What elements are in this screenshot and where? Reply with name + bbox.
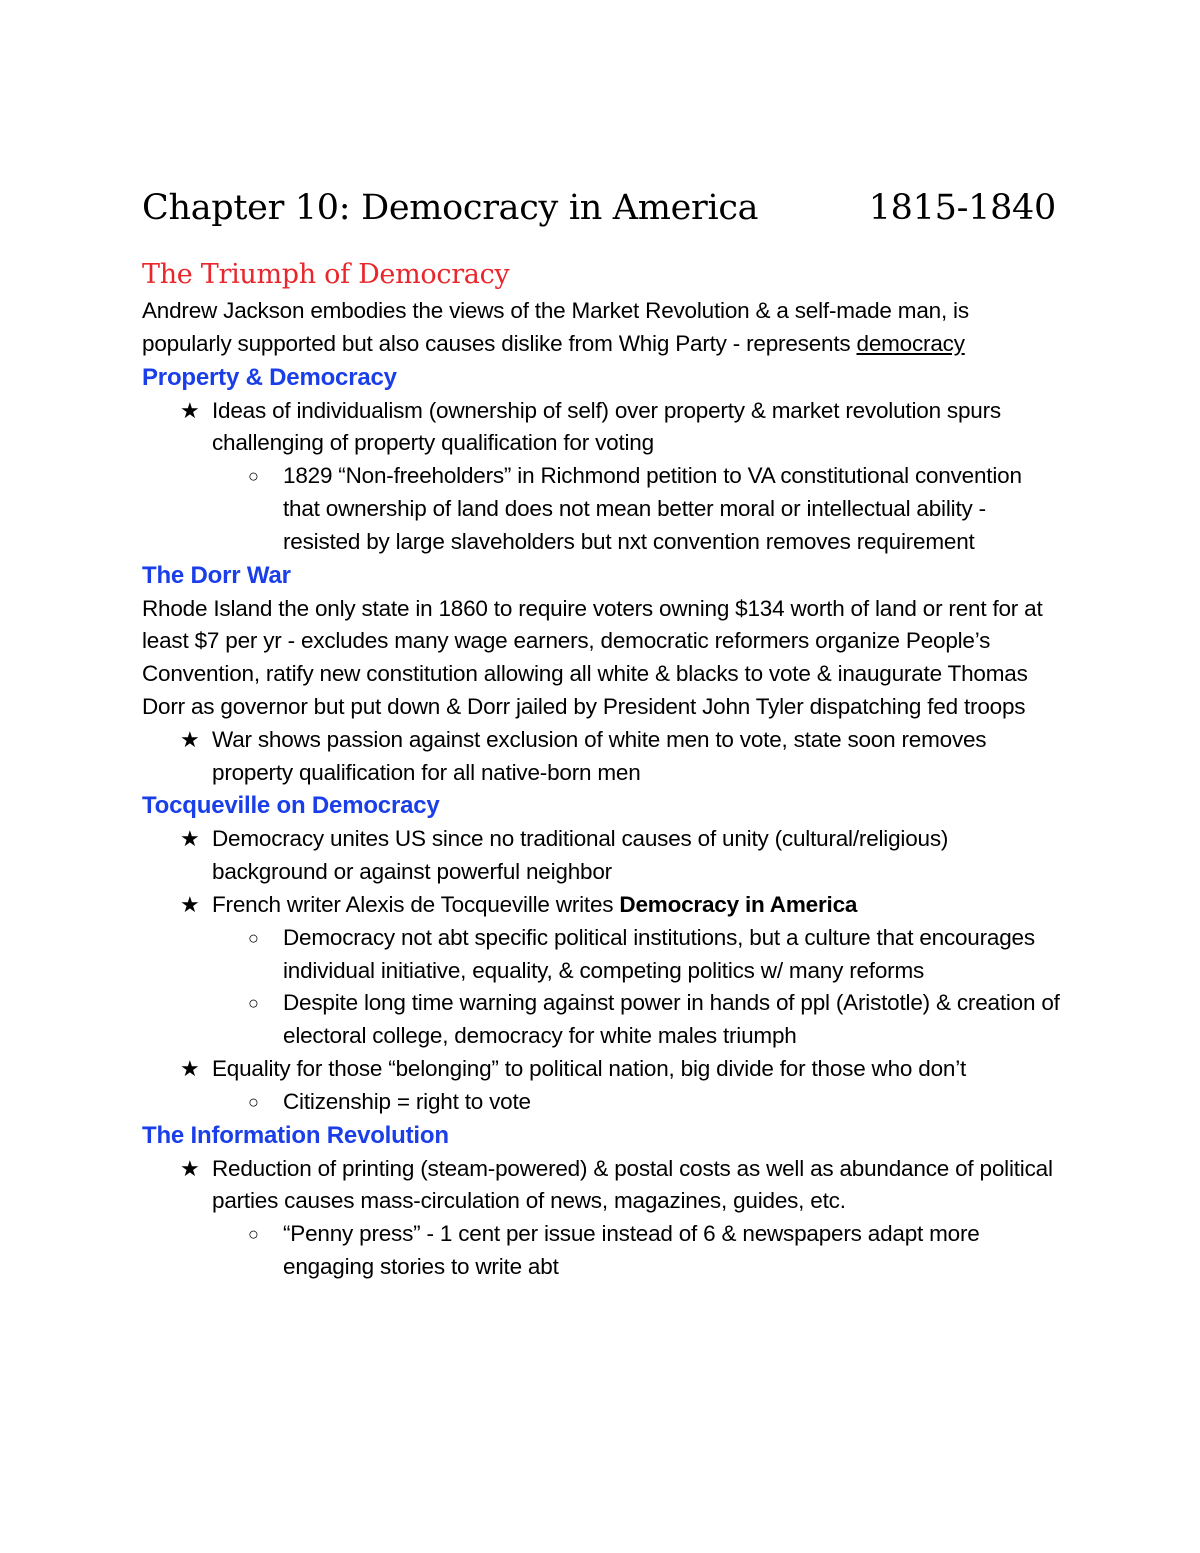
list-item bbox=[142, 889, 1062, 922]
sub-bullet-text: Democracy not abt specific political institutions, but a culture that encourages individual initiative, equality, & competing politics w/ many reforms bbox=[283, 924, 1035, 983]
list-item bbox=[142, 1153, 1062, 1219]
sub-bullet-text: Citizenship = right to vote bbox=[283, 1088, 531, 1114]
star-bullet-icon: ★ bbox=[180, 1155, 200, 1181]
intro-text: Andrew Jackson embodies the views of the Market Revolution & a self-made man, is popularly supported but also causes dislike from Whig Party - represents bbox=[142, 298, 969, 356]
list-item bbox=[142, 724, 1062, 790]
bullet-text: War shows passion against exclusion of white men to vote, state soon removes property qualification for all native-born men bbox=[212, 726, 987, 785]
page-title bbox=[142, 188, 1056, 228]
star-bullet-icon: ★ bbox=[180, 1055, 200, 1081]
list-item bbox=[142, 395, 1062, 461]
sub-bullet-text: Despite long time warning against power in hands of ppl (Aristotle) & creation of electoral college, democracy for white males triumph bbox=[283, 990, 1060, 1049]
dorr-paragraph: Rhode Island the only state in 1860 to require voters owning $134 worth of land or rent for at least $7 per yr - excludes many wage earners, democratic reformers organize People’s Convention, ratify new constitution allowing all white & blacks to vote & inaugurate Thomas Dorr as governor but put down & Dorr jailed by President John Tyler dispatching fed troops bbox=[142, 595, 1043, 719]
star-bullet-icon: ★ bbox=[180, 826, 200, 852]
list-item bbox=[142, 1086, 1062, 1119]
bullet-text: Ideas of individualism (ownership of self) over property & market revolution spurs challenging of property qualification for voting bbox=[212, 397, 1001, 456]
bullet-text: Democracy unites US since no traditional causes of unity (cultural/religious) background or against powerful neighbor bbox=[212, 826, 949, 885]
subheading-dorr-war: The Dorr War bbox=[142, 561, 291, 589]
bullet-text: Equality for those “belonging” to political nation, big divide for those who don’t bbox=[212, 1055, 967, 1081]
subheading-property: Property & Democracy bbox=[142, 363, 397, 391]
circle-bullet-icon: ○ bbox=[248, 1224, 259, 1245]
subheading-information-revolution: The Information Revolution bbox=[142, 1121, 449, 1149]
list-item bbox=[142, 987, 1062, 1053]
sub-bullet-text: “Penny press” - 1 cent per issue instead of 6 & newspapers adapt more engaging stories to write abt bbox=[283, 1221, 980, 1279]
subheading-tocqueville: Tocqueville on Democracy bbox=[142, 792, 440, 820]
list-item bbox=[142, 1053, 1062, 1086]
list-item bbox=[142, 922, 1062, 988]
star-bullet-icon: ★ bbox=[180, 891, 200, 917]
section-heading-triumph: The Triumph of Democracy bbox=[142, 259, 510, 290]
star-bullet-icon: ★ bbox=[180, 397, 200, 423]
bullet-text bbox=[212, 889, 1062, 922]
book-title: Democracy in America bbox=[619, 891, 858, 917]
intro-underlined-term: democracy bbox=[856, 330, 965, 356]
circle-bullet-icon: ○ bbox=[248, 466, 259, 487]
bullet-text-plain: French writer Alexis de Tocqueville writes bbox=[212, 891, 620, 917]
list-item bbox=[142, 1218, 1062, 1284]
circle-bullet-icon: ○ bbox=[248, 927, 259, 948]
list-item bbox=[142, 823, 1062, 889]
bullet-text: Reduction of printing (steam-powered) & postal costs as well as abundance of political parties causes mass-circulation of news, magazines, guides, etc. bbox=[212, 1155, 1053, 1214]
title-text: Chapter 10: Democracy in America bbox=[142, 188, 759, 228]
title-years: 1815-1840 bbox=[868, 188, 1056, 228]
circle-bullet-icon: ○ bbox=[248, 1091, 259, 1112]
list-item bbox=[142, 460, 1062, 558]
intro-paragraph bbox=[142, 295, 1062, 361]
star-bullet-icon: ★ bbox=[180, 726, 200, 752]
sub-bullet-text: 1829 “Non-freeholders” in Richmond petition to VA constitutional convention that ownership of land does not mean better moral or intellectual ability - resisted by large slaveholders but nxt convention removes requirement bbox=[283, 463, 1022, 554]
circle-bullet-icon: ○ bbox=[248, 993, 259, 1014]
notes-body bbox=[142, 256, 1062, 1284]
